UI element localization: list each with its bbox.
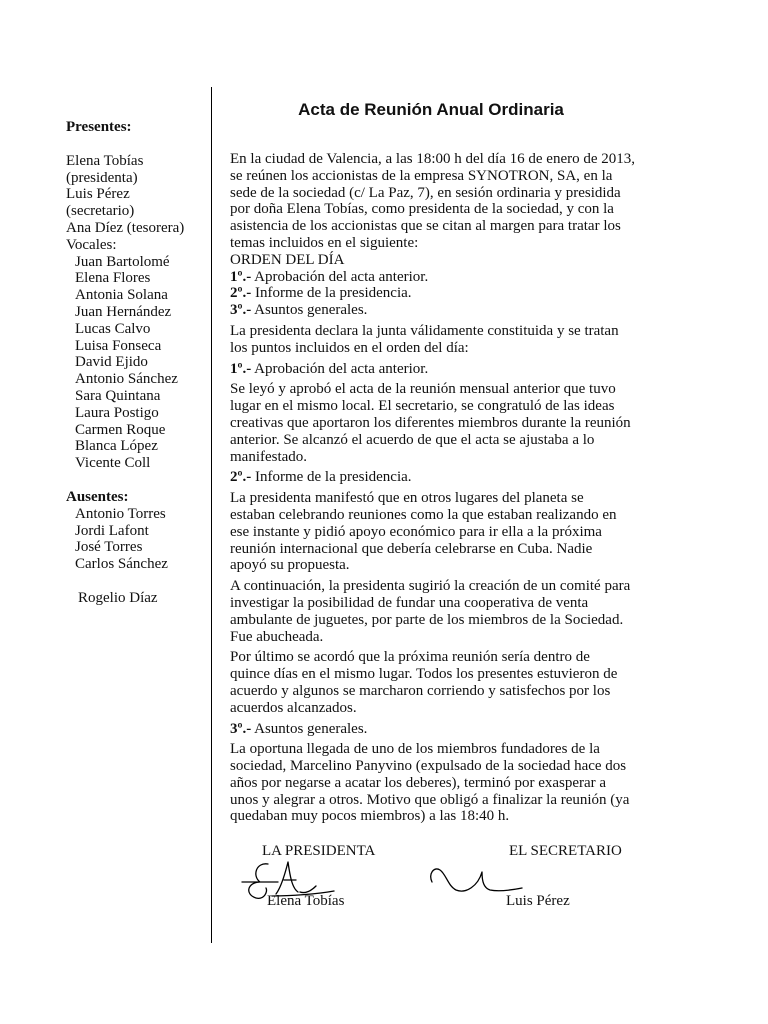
attendee-line: (presidenta) (66, 169, 138, 186)
orden-item-number: 1º.- (230, 268, 252, 285)
text-line: A continuación, la presidenta sugirió la creación de un comité para (230, 578, 631, 595)
text-line: unos y alegrar a otros. Motivo que obligó a finalizar la reunión (ya (230, 791, 630, 808)
attendees-sidebar (66, 119, 206, 607)
spacer (66, 573, 206, 590)
orden-item-text: Aprobación del acta anterior. (251, 268, 429, 285)
attendee-line: (secretario) (66, 203, 135, 220)
punto2-text: Informe de la presidencia. (251, 469, 412, 486)
punto1-text: Aprobación del acta anterior. (251, 360, 429, 377)
punto2-paragraph-b (230, 578, 655, 645)
orden-item-number: 2º.- (230, 285, 252, 302)
secretario-title: EL SECRETARIO (509, 843, 622, 859)
text-line: acuerdo y algunos se marcharon corriendo y satisfechos por los (230, 682, 611, 699)
presentes-list (66, 153, 206, 254)
punto2-paragraph-a (230, 490, 655, 574)
vocal-name: Antonio Sánchez (75, 371, 178, 388)
absent-name: José Torres (75, 539, 143, 556)
text-line: Por último se acordó que la próxima reunión sería dentro de (230, 649, 590, 666)
text-line: La oportuna llegada de uno de los miembros fundadores de la (230, 741, 600, 758)
text-line: estaban celebrando reuniones como la que estaban realizando en (230, 506, 617, 523)
punto3-number: 3º.- (230, 720, 252, 737)
orden-item (230, 302, 655, 319)
text-line: manifestado. (230, 448, 308, 465)
text-line: temas incluidos en el siguiente: (230, 234, 419, 251)
spacer (66, 472, 206, 489)
intro-paragraph (230, 151, 655, 319)
text-line: quince días en el mismo lugar. Todos los presentes estuvieron de (230, 666, 618, 683)
vocal-name: Elena Flores (75, 270, 151, 287)
ausentes-heading: Ausentes: (66, 488, 129, 505)
punto2-paragraph-c (230, 649, 655, 716)
orden-item (230, 285, 655, 302)
vocal-name: Carmen Roque (75, 421, 166, 438)
attendee-line: Ana Díez (tesorera) (66, 219, 185, 236)
text-line: acuerdos alcanzados. (230, 699, 357, 716)
vocal-name: David Ejido (75, 354, 148, 371)
presidenta-name: Elena Tobías (267, 893, 345, 909)
vocal-name: Juan Bartolomé (75, 253, 170, 270)
text-line: los puntos incluidos en el orden del día: (230, 339, 469, 356)
punto3-paragraph (230, 741, 655, 825)
vocales-list (66, 254, 206, 472)
minutes-body (230, 151, 655, 829)
orden-item-number: 3º.- (230, 302, 252, 319)
attendee-line: Elena Tobías (66, 152, 144, 169)
text-line: sede de la sociedad (c/ La Paz, 7), en sesión ordinaria y presidida (230, 184, 621, 201)
absent-name: Jordi Lafont (75, 522, 149, 539)
text-line: creativas que aportaron los diferentes miembros durante la reunión (230, 414, 631, 431)
presidenta-title: LA PRESIDENTA (262, 843, 376, 859)
text-line: quedaban muy pocos miembros) a las 18:40 h. (230, 808, 510, 825)
vocal-name: Antonia Solana (75, 287, 168, 304)
text-line: asistencia de los accionistas que se citan al margen para tratar los (230, 218, 621, 235)
text-line: ese instante y pidió apoyo económico para ir ella a la próxima (230, 523, 602, 540)
presentes-heading: Presentes: (66, 119, 132, 135)
vocal-name: Juan Hernández (75, 303, 172, 320)
text-line: investigar la posibilidad de fundar una cooperativa de venta (230, 594, 589, 611)
text-line: La presidenta declara la junta válidamente constituida y se tratan (230, 322, 619, 339)
text-line: anterior. Se alcanzó el acuerdo de que el acta se ajustaba a lo (230, 431, 595, 448)
orden-heading: ORDEN DEL DÍA (230, 251, 345, 268)
secretario-name: Luis Pérez (506, 893, 570, 909)
spacer (66, 136, 206, 153)
vocal-name: Laura Postigo (75, 404, 159, 421)
text-line: En la ciudad de Valencia, a las 18:00 h del día 16 de enero de 2013, (230, 151, 636, 167)
vocal-name: Lucas Calvo (75, 320, 151, 337)
text-line: apoyó su propuesta. (230, 557, 350, 574)
orden-item (230, 269, 655, 286)
text-line: La presidenta manifestó que en otros lugares del planeta se (230, 490, 584, 507)
ausentes-list (66, 506, 206, 573)
text-line: Fue abucheada. (230, 628, 324, 645)
document-title: Acta de Reunión Anual Ordinaria (298, 100, 564, 119)
vocal-name: Sara Quintana (75, 387, 161, 404)
punto1-paragraph (230, 381, 655, 465)
declara-paragraph (230, 323, 655, 357)
punto3-text: Asuntos generales. (251, 720, 368, 737)
text-line: Se leyó y aprobó el acta de la reunión mensual anterior que tuvo (230, 381, 616, 398)
punto1-heading (230, 361, 655, 378)
text-line: lugar en el mismo local. El secretario, se congratuló de las ideas (230, 398, 615, 415)
text-line: reunión internacional que debería celebrarse en Cuba. Nadie (230, 540, 593, 557)
vocal-name: Vicente Coll (75, 455, 151, 472)
vocal-name: Luisa Fonseca (75, 337, 162, 354)
vocal-name: Blanca López (75, 438, 158, 455)
text-line: se reúnen los accionistas de la empresa SYNOTRON, SA, en la (230, 167, 613, 184)
extra-attendee: Rogelio Díaz (78, 589, 158, 606)
orden-item-text: Informe de la presidencia. (251, 285, 412, 302)
punto2-heading (230, 469, 655, 486)
absent-name: Carlos Sánchez (75, 556, 168, 573)
attendee-line: Vocales: (66, 236, 117, 253)
absent-name: Antonio Torres (75, 505, 166, 522)
text-line: años por negarse a acatar los deberes), terminó por exasperar a (230, 774, 607, 791)
text-line: ambulante de juguetes, por parte de los miembros de la Sociedad. (230, 611, 624, 628)
margin-divider (211, 87, 212, 943)
attendee-line: Luis Pérez (66, 186, 130, 203)
orden-item-text: Asuntos generales. (251, 302, 368, 319)
punto3-heading (230, 721, 655, 738)
text-line: sociedad, Marcelino Panyvino (expulsado de la sociedad hace dos (230, 758, 627, 775)
punto1-number: 1º.- (230, 360, 252, 377)
punto2-number: 2º.- (230, 469, 252, 486)
text-line: por doña Elena Tobías, como presidenta de la sociedad, y con la (230, 201, 614, 218)
